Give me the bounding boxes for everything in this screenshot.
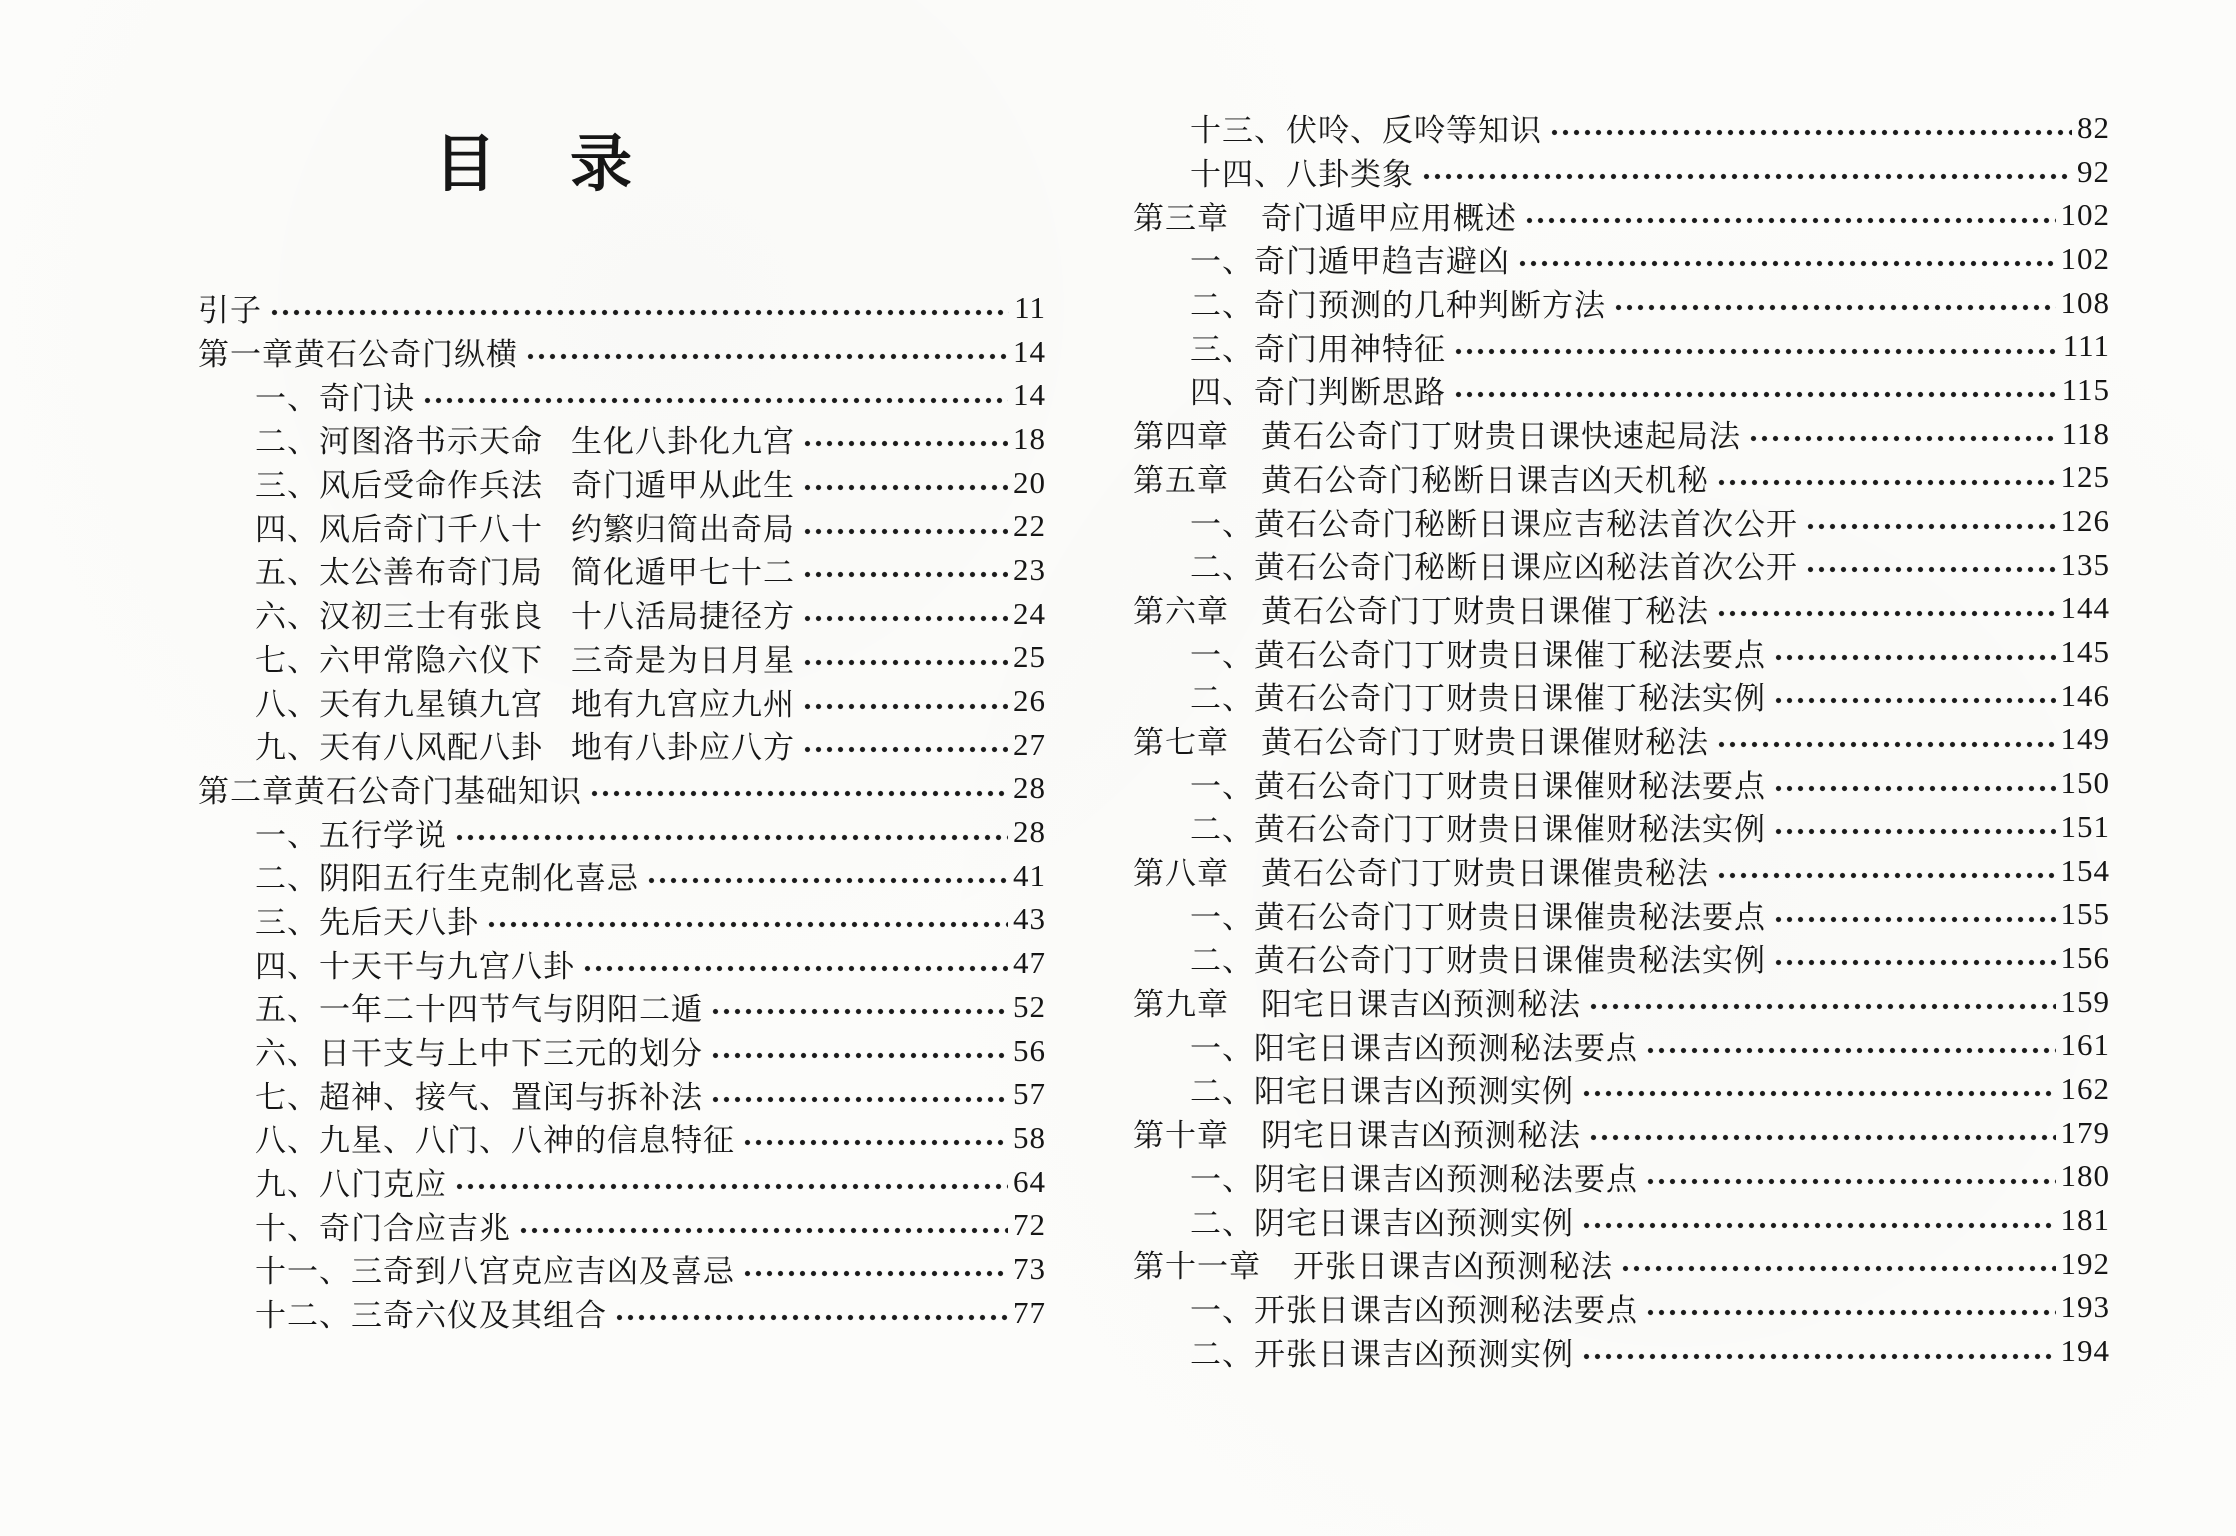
page-number: 92 (2077, 153, 2110, 189)
toc-entry-text: 二、黄石公奇门秘断日课应凶秘法首次公开 (1190, 550, 1798, 586)
toc-entry (198, 373, 1046, 417)
dot-leader (1421, 171, 2072, 183)
toc-entry (198, 461, 1046, 505)
toc-entry (1133, 805, 2110, 849)
toc-entry-text: 六、日干支与上中下三元的划分 (255, 1036, 703, 1072)
dot-leader (1613, 302, 2056, 314)
toc-entry (1133, 368, 2110, 412)
page-number: 18 (1013, 420, 1046, 456)
toc-entry-text-second-column: 奇门遁甲从此生 (571, 468, 795, 504)
dot-leader (422, 394, 1008, 406)
toc-entry-text: 六、汉初三士有张良 (255, 599, 543, 635)
dot-leader (802, 482, 1008, 494)
toc-entry (1133, 1242, 2110, 1286)
dot-leader (589, 787, 1008, 799)
toc-entry-text: 十、奇门合应吉兆 (255, 1210, 511, 1246)
toc-entry-text: 第十章 阴宅日课吉凶预测秘法 (1133, 1118, 1581, 1154)
dot-leader (1773, 913, 2056, 925)
page-number: 11 (1014, 289, 1046, 325)
page-number: 23 (1013, 551, 1046, 587)
toc-entry-text: 第九章 阳宅日课吉凶预测秘法 (1133, 987, 1581, 1023)
toc-entry (1133, 630, 2110, 674)
dot-leader (710, 1050, 1008, 1062)
toc-entry (1133, 1286, 2110, 1330)
toc-entry (1133, 849, 2110, 893)
toc-entry (1133, 456, 2110, 500)
toc-entry-text: 一、黄石公奇门丁财贵日课催财秘法要点 (1190, 768, 1766, 804)
page-number: 64 (1013, 1163, 1046, 1199)
toc-entry (1133, 193, 2110, 237)
dot-leader (802, 525, 1008, 537)
toc-entry (198, 1291, 1046, 1335)
toc-entry (198, 941, 1046, 985)
toc-entry-text: 第一章黄石公奇门纵横 (198, 337, 518, 373)
toc-entry (198, 330, 1046, 374)
page-number: 102 (2060, 240, 2110, 276)
dot-leader (1517, 258, 2056, 270)
toc-entry-text: 一、五行学说 (255, 817, 447, 853)
page-number: 162 (2060, 1070, 2110, 1106)
dot-leader (1773, 651, 2056, 663)
page-number: 146 (2060, 677, 2110, 713)
dot-leader (710, 1006, 1008, 1018)
dot-leader (1588, 1001, 2056, 1013)
toc-entry (1133, 543, 2110, 587)
dot-leader (486, 918, 1008, 930)
dot-leader (1716, 870, 2056, 882)
page-number: 161 (2060, 1027, 2110, 1063)
toc-entry (1133, 936, 2110, 980)
left-page-entries (198, 286, 1046, 1335)
toc-entry (198, 1247, 1046, 1291)
toc-entry (198, 985, 1046, 1029)
page-number: 27 (1013, 726, 1046, 762)
page-number: 125 (2060, 459, 2110, 495)
dot-leader (525, 351, 1008, 363)
page-number: 154 (2060, 852, 2110, 888)
page-number: 193 (2060, 1289, 2110, 1325)
toc-entry-text: 二、黄石公奇门丁财贵日课催财秘法实例 (1190, 812, 1766, 848)
dot-leader (1716, 476, 2056, 488)
toc-entry-text: 二、阴阳五行生克制化喜忌 (255, 861, 639, 897)
toc-entry-text: 第四章 黄石公奇门丁财贵日课快速起局法 (1133, 419, 1741, 455)
right-page (1133, 106, 2110, 1373)
dot-leader (1716, 738, 2056, 750)
toc-entry (1133, 499, 2110, 543)
page-number: 135 (2060, 546, 2110, 582)
page-number: 20 (1013, 464, 1046, 500)
toc-entry-text: 第三章 奇门遁甲应用概述 (1133, 200, 1517, 236)
toc-entry (198, 898, 1046, 942)
page-number: 26 (1013, 683, 1046, 719)
toc-entry-text: 十一、三奇到八宫克应吉凶及喜忌 (255, 1254, 735, 1290)
page-number: 72 (1013, 1207, 1046, 1243)
toc-entry-text: 第二章黄石公奇门基础知识 (198, 773, 582, 809)
toc-entry-text: 九、天有八风配八卦 (255, 730, 543, 766)
toc-entry-text: 二、黄石公奇门丁财贵日课催丁秘法实例 (1190, 681, 1766, 717)
page-number: 43 (1013, 901, 1046, 937)
dot-leader (1645, 1044, 2056, 1056)
dot-leader (1773, 782, 2056, 794)
toc-entry (1133, 106, 2110, 150)
page-number: 155 (2060, 896, 2110, 932)
dot-leader (1581, 1219, 2056, 1231)
toc-entry (198, 723, 1046, 767)
dot-leader (1581, 1350, 2056, 1362)
dot-leader (454, 1181, 1008, 1193)
page-number: 126 (2060, 503, 2110, 539)
toc-entry (1133, 980, 2110, 1024)
toc-entry (198, 1160, 1046, 1204)
dot-leader (646, 875, 1008, 887)
dot-leader (614, 1312, 1008, 1324)
toc-entry (198, 1029, 1046, 1073)
toc-entry-text: 一、奇门遁甲趋吉避凶 (1190, 244, 1510, 280)
page-number: 118 (2061, 415, 2110, 451)
toc-entry (198, 679, 1046, 723)
toc-entry (1133, 1329, 2110, 1373)
page-number: 102 (2060, 197, 2110, 233)
toc-entry (1133, 281, 2110, 325)
page-number: 144 (2060, 590, 2110, 626)
page-number: 181 (2060, 1202, 2110, 1238)
toc-entry-text: 三、风后受命作兵法 (255, 468, 543, 504)
page-number: 28 (1013, 814, 1046, 850)
dot-leader (1620, 1263, 2056, 1275)
toc-title: 目 录 (434, 131, 639, 199)
toc-entry-text: 九、八门克应 (255, 1167, 447, 1203)
dot-leader (454, 831, 1008, 843)
toc-entry-text: 五、太公善布奇门局 (255, 555, 543, 591)
toc-entry (1133, 587, 2110, 631)
dot-leader (1588, 1132, 2056, 1144)
toc-entry (198, 1203, 1046, 1247)
dot-leader (1773, 695, 2056, 707)
toc-entry (198, 854, 1046, 898)
toc-entry (198, 767, 1046, 811)
toc-entry (198, 1072, 1046, 1116)
page-number: 150 (2060, 765, 2110, 801)
toc-entry (1133, 150, 2110, 194)
dot-leader (582, 962, 1008, 974)
right-page-entries (1133, 106, 2110, 1373)
toc-entry-text: 十三、伏呤、反呤等知识 (1190, 113, 1542, 149)
page-number: 77 (1013, 1294, 1046, 1330)
toc-entry-text: 一、黄石公奇门秘断日课应吉秘法首次公开 (1190, 506, 1798, 542)
page-number: 28 (1013, 770, 1046, 806)
toc-entry-text: 五、一年二十四节气与阴阳二遁 (255, 992, 703, 1028)
toc-entry (198, 548, 1046, 592)
toc-entry-text: 四、十天干与九宫八卦 (255, 948, 575, 984)
dot-leader (1524, 214, 2056, 226)
toc-entry-text: 七、超神、接气、置闰与拆补法 (255, 1079, 703, 1115)
toc-entry-text: 第七章 黄石公奇门丁财贵日课催财秘法 (1133, 724, 1709, 760)
page-number: 56 (1013, 1032, 1046, 1068)
toc-entry (198, 286, 1046, 330)
toc-entry-text-second-column: 简化遁甲七十二 (571, 555, 795, 591)
dot-leader (802, 700, 1008, 712)
dot-leader (710, 1093, 1008, 1105)
page-number: 179 (2060, 1114, 2110, 1150)
toc-entry-text: 第八章 黄石公奇门丁财贵日课催贵秘法 (1133, 856, 1709, 892)
toc-entry-text: 一、奇门诀 (255, 380, 415, 416)
page-number: 47 (1013, 945, 1046, 981)
page-number: 115 (2061, 371, 2110, 407)
toc-entry-text-second-column: 十八活局捷径方 (571, 599, 795, 635)
toc-entry-text: 引子 (198, 293, 262, 329)
dot-leader (1805, 520, 2056, 532)
toc-entry (1133, 1023, 2110, 1067)
toc-entry (1133, 412, 2110, 456)
toc-entry (1133, 1198, 2110, 1242)
toc-entry-text-second-column: 约繁归简出奇局 (571, 511, 795, 547)
toc-entry-text: 四、风后奇门千八十 (255, 511, 543, 547)
toc-entry (198, 810, 1046, 854)
toc-entry-text: 一、黄石公奇门丁财贵日课催丁秘法要点 (1190, 637, 1766, 673)
toc-entry-text: 三、奇门用神特征 (1190, 331, 1446, 367)
page-number: 111 (2062, 328, 2110, 364)
toc-entry-text: 十四、八卦类象 (1190, 157, 1414, 193)
toc-entry-text: 一、黄石公奇门丁财贵日课催贵秘法要点 (1190, 899, 1766, 935)
toc-entry (1133, 237, 2110, 281)
toc-entry-text: 二、开张日课吉凶预测实例 (1190, 1336, 1574, 1372)
toc-entry-text: 二、黄石公奇门丁财贵日课催贵秘法实例 (1190, 943, 1766, 979)
left-page (198, 128, 1046, 1335)
page-number: 14 (1013, 377, 1046, 413)
dot-leader (1773, 957, 2056, 969)
toc-entry-text: 七、六甲常隐六仪下 (255, 642, 543, 678)
toc-entry-text-second-column: 地有九宫应九州 (571, 686, 795, 722)
toc-entry-text: 十二、三奇六仪及其组合 (255, 1298, 607, 1334)
toc-entry-text: 第五章 黄石公奇门秘断日课吉凶天机秘 (1133, 462, 1709, 498)
dot-leader (802, 656, 1008, 668)
page-number: 192 (2060, 1245, 2110, 1281)
page-number: 58 (1013, 1119, 1046, 1155)
toc-entry (198, 504, 1046, 548)
page-number: 159 (2060, 983, 2110, 1019)
toc-entry (1133, 761, 2110, 805)
page-number: 180 (2060, 1158, 2110, 1194)
dot-leader (1805, 564, 2056, 576)
dot-leader (1453, 345, 2058, 357)
page-number: 14 (1013, 333, 1046, 369)
dot-leader (1549, 127, 2072, 139)
page-number: 149 (2060, 721, 2110, 757)
toc-entry (1133, 1067, 2110, 1111)
toc-entry-text-second-column: 地有八卦应八方 (571, 730, 795, 766)
toc-entry (1133, 324, 2110, 368)
dot-leader (1453, 389, 2057, 401)
toc-entry-text: 三、先后天八卦 (255, 904, 479, 940)
dot-leader (802, 569, 1008, 581)
toc-entry-text: 一、阴宅日课吉凶预测秘法要点 (1190, 1161, 1638, 1197)
page-number: 41 (1013, 857, 1046, 893)
toc-entry-text: 二、河图洛书示天命 (255, 424, 543, 460)
page-number: 151 (2060, 808, 2110, 844)
toc-entry-text: 八、九星、八门、八神的信息特征 (255, 1123, 735, 1159)
dot-leader (518, 1224, 1008, 1236)
dot-leader (1716, 607, 2056, 619)
page-number: 156 (2060, 939, 2110, 975)
dot-leader (1748, 433, 2057, 445)
page-number: 24 (1013, 595, 1046, 631)
toc-entry-text: 二、奇门预测的几种判断方法 (1190, 288, 1606, 324)
toc-entry (1133, 718, 2110, 762)
dot-leader (1645, 1175, 2056, 1187)
page-number: 82 (2077, 109, 2110, 145)
page-number: 73 (1013, 1250, 1046, 1286)
toc-entry (1133, 892, 2110, 936)
toc-entry (1133, 674, 2110, 718)
page-number: 108 (2060, 284, 2110, 320)
toc-entry-text: 二、阴宅日课吉凶预测实例 (1190, 1205, 1574, 1241)
dot-leader (1645, 1306, 2056, 1318)
dot-leader (1773, 826, 2056, 838)
page-number: 194 (2060, 1333, 2110, 1369)
toc-entry-text: 第六章 黄石公奇门丁财贵日课催丁秘法 (1133, 593, 1709, 629)
page-number: 57 (1013, 1076, 1046, 1112)
dot-leader (1581, 1088, 2056, 1100)
toc-entry (198, 592, 1046, 636)
dot-leader (802, 744, 1008, 756)
dot-leader (802, 438, 1008, 450)
toc-entry (198, 1116, 1046, 1160)
toc-entry (1133, 1155, 2110, 1199)
page-number: 52 (1013, 988, 1046, 1024)
page-number: 25 (1013, 639, 1046, 675)
dot-leader (802, 613, 1008, 625)
toc-entry-text: 四、奇门判断思路 (1190, 375, 1446, 411)
toc-entry (1133, 1111, 2110, 1155)
dot-leader (742, 1268, 1008, 1280)
page-number: 145 (2060, 634, 2110, 670)
dot-leader (742, 1137, 1008, 1149)
toc-entry-text: 一、阳宅日课吉凶预测秘法要点 (1190, 1030, 1638, 1066)
toc-entry (198, 417, 1046, 461)
toc-entry-text: 八、天有九星镇九宫 (255, 686, 543, 722)
toc-entry-text-second-column: 生化八卦化九宫 (571, 424, 795, 460)
toc-entry-text: 二、阳宅日课吉凶预测实例 (1190, 1074, 1574, 1110)
toc-entry-text: 一、开张日课吉凶预测秘法要点 (1190, 1292, 1638, 1328)
toc-entry (198, 636, 1046, 680)
toc-entry-text: 第十一章 开张日课吉凶预测秘法 (1133, 1249, 1613, 1285)
dot-leader (269, 307, 1009, 319)
page-number: 22 (1013, 508, 1046, 544)
toc-entry-text-second-column: 三奇是为日月星 (571, 642, 795, 678)
